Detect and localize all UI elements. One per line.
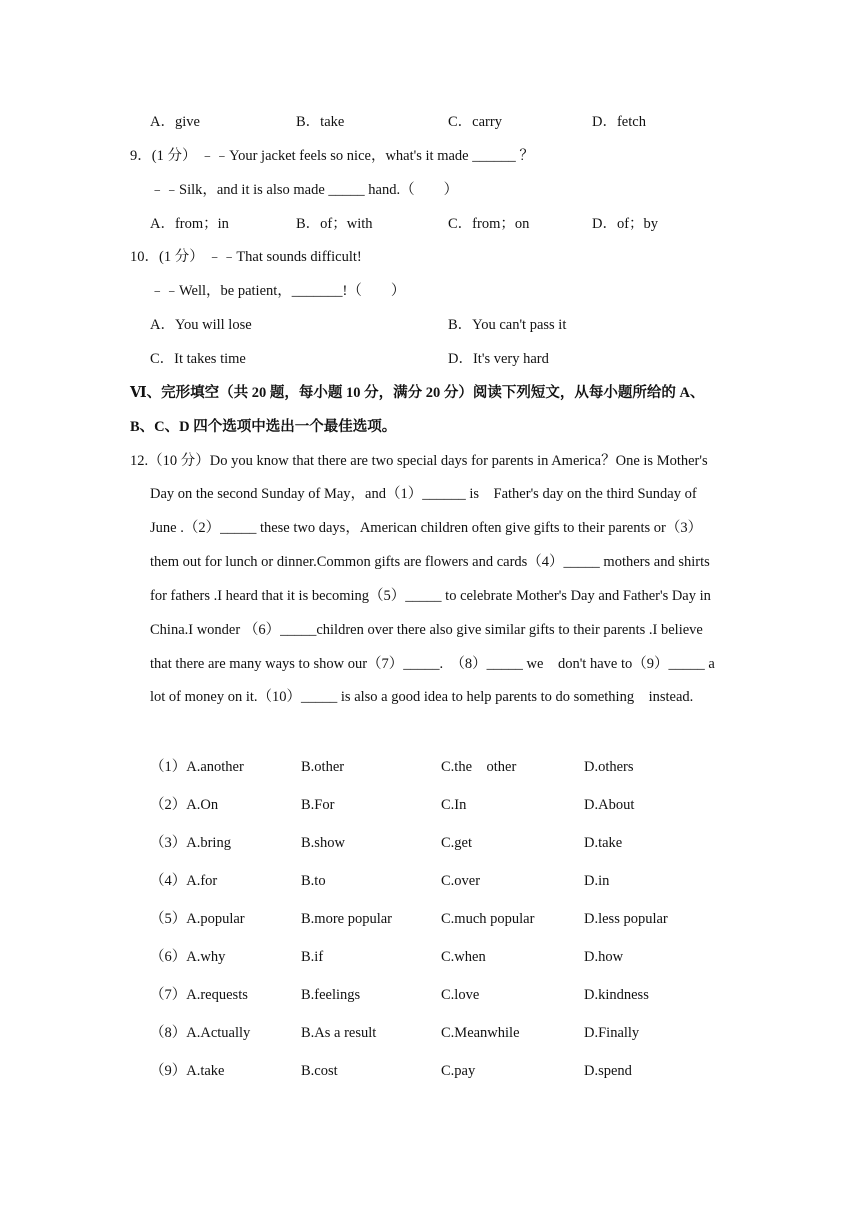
q10-line2: ﹣﹣Well，be patient，_______!（ ） [150, 283, 406, 299]
choice-row [150, 758, 750, 778]
choice-b: B.to [301, 873, 326, 889]
choice-b: B.other [301, 759, 345, 775]
choice-row [150, 834, 750, 854]
choice-c: C.over [441, 873, 481, 889]
q10-option-c: C．It takes time [150, 351, 246, 367]
choice-b: B.feelings [301, 987, 361, 1003]
choice-d: D.Finally [584, 1025, 640, 1041]
q9-option-d: D．of；by [592, 216, 659, 232]
q8-option-b: B．take [296, 114, 345, 130]
choice-row [150, 948, 750, 968]
choice-b: B.As a result [301, 1025, 377, 1041]
choice-a: （9）A.take [150, 1063, 225, 1079]
passage-line: that there are many ways to show our（7）_____. （8）_____ we don't have to（9）_____ a [150, 656, 715, 672]
q8-option-d: D．fetch [592, 114, 646, 130]
choice-c: C.when [441, 949, 486, 965]
choice-row [150, 796, 750, 816]
choice-a: （7）A.requests [150, 987, 248, 1003]
choice-c: C.Meanwhile [441, 1025, 520, 1041]
passage-line: Day on the second Sunday of May，and（1）______ is Father's day on the third Sunday of [150, 486, 697, 502]
passage-line: for fathers .I heard that it is becoming（5）_____ to celebrate Mother's Day and Father's Day in [150, 588, 711, 604]
choice-row [150, 1024, 750, 1044]
choice-b: B.For [301, 797, 335, 813]
choice-a: （1）A.another [150, 759, 244, 775]
choice-row [150, 910, 750, 930]
section-6-line1: Ⅵ、完形填空（共 20 题，每小题 10 分，满分 20 分）阅读下列短文，从每小题所给的 A、 [130, 385, 705, 401]
passage-line: China.I wonder （6）_____children over there also give similar gifts to their parents .I believe [150, 622, 703, 638]
choice-a: （6）A.why [150, 949, 226, 965]
q8-option-a: A．give [150, 114, 200, 130]
choice-b: B.cost [301, 1063, 338, 1079]
q10-option-b: B．You can't pass it [448, 317, 567, 333]
choice-c: C.love [441, 987, 480, 1003]
choice-a: （5）A.popular [150, 911, 245, 927]
choice-a: （2）A.On [150, 797, 219, 813]
passage-line: lot of money on it.（10）_____ is also a good idea to help parents to do something instead. [150, 689, 694, 705]
q9-option-a: A．from；in [150, 216, 229, 232]
choice-d: D.less popular [584, 911, 668, 927]
choice-row [150, 1062, 750, 1082]
choice-row [150, 872, 750, 892]
choice-b: B.more popular [301, 911, 393, 927]
choice-b: B.show [301, 835, 345, 851]
q10-option-a: A．You will lose [150, 317, 252, 333]
q10-stem: 10．(1 分） ﹣﹣That sounds difficult! [130, 249, 362, 265]
choice-c: C.In [441, 797, 467, 813]
choice-a: （4）A.for [150, 873, 218, 889]
q9-stem: 9．(1 分） ﹣﹣Your jacket feels so nice，what's it made ______ ？ [130, 148, 534, 164]
choice-row [150, 986, 750, 1006]
choice-d: D.About [584, 797, 635, 813]
q9-option-c: C．from；on [448, 216, 530, 232]
choice-c: C.the other [441, 759, 517, 775]
q9-option-b: B．of；with [296, 216, 373, 232]
q10-option-d: D．It's very hard [448, 351, 549, 367]
choice-d: D.take [584, 835, 623, 851]
choice-d: D.how [584, 949, 624, 965]
q9-line2: ﹣﹣Silk，and it is also made _____ hand.（ ） [150, 182, 459, 198]
choice-c: C.get [441, 835, 473, 851]
section-6-line2: B、C、D 四个选项中选出一个最佳选项。 [130, 419, 397, 435]
choice-d: D.kindness [584, 987, 649, 1003]
q8-option-c: C．carry [448, 114, 502, 130]
choice-d: D.in [584, 873, 610, 889]
choice-d: D.others [584, 759, 634, 775]
passage-line: 12.（10 分）Do you know that there are two special days for parents in America？One is Mother's [130, 453, 708, 469]
passage-line: June .（2）_____ these two days，American children often give gifts to their parents or（3） [150, 520, 703, 536]
choice-a: （3）A.bring [150, 835, 231, 851]
choice-c: C.pay [441, 1063, 476, 1079]
choice-d: D.spend [584, 1063, 632, 1079]
choice-b: B.if [301, 949, 324, 965]
passage-line: them out for lunch or dinner.Common gifts are flowers and cards（4）_____ mothers and shirts [150, 554, 710, 570]
choice-c: C.much popular [441, 911, 535, 927]
choice-a: （8）A.Actually [150, 1025, 251, 1041]
